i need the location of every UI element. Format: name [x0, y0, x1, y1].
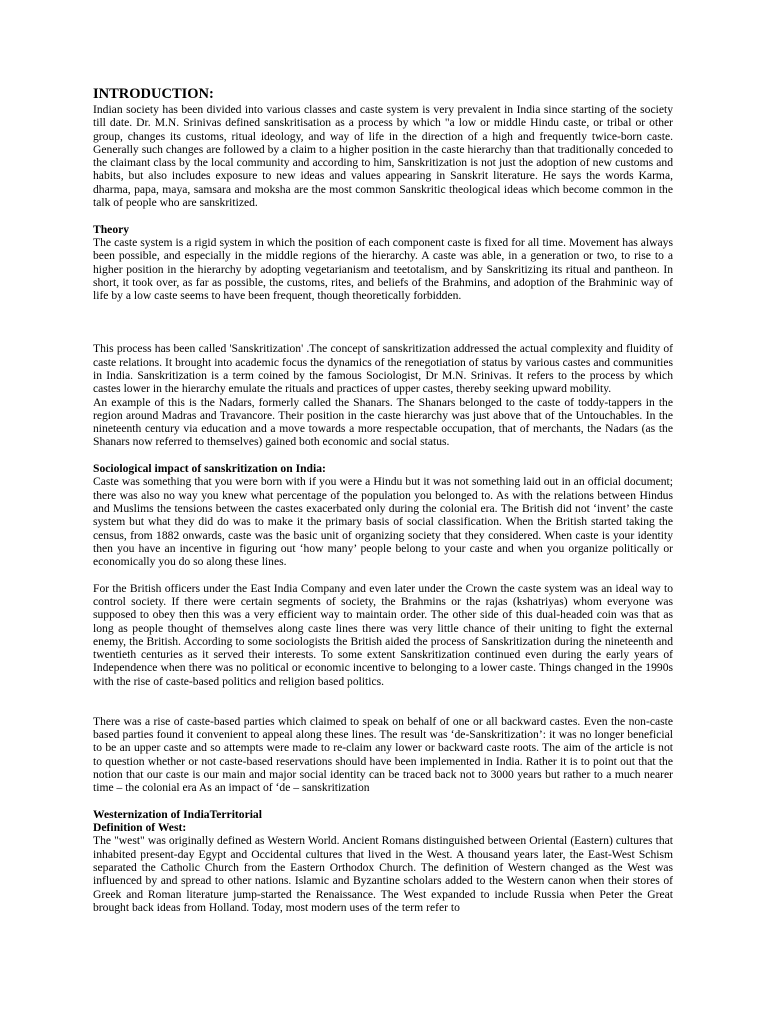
nadars-example-paragraph: An example of this is the Nadars, formerly called the Shanars. The Shanars belonged to the caste of toddy-tappers in the region around Madras and Travancore. Their position in the caste hierarchy was just above that of the Untouchables. In the nineteenth century via education and a move towards a more respectable occupation, that of merchants, the Nadars (as the Shanars now referred to themselves) gained both economic and social status. — [93, 395, 673, 449]
impact-paragraph-3: There was a rise of caste-based parties which claimed to speak on behalf of one or all backward castes. Even the non-caste based parties found it convenient to appeal along these lines. The result was ‘de-Sanskritization’: it was no longer beneficial to be an upper caste and so attempts were made to re-claim any lower or backward caste roots. The aim of the article is not to question whether or not caste-based reservations should have been implemented in India. Rather it is to point out that the notion that our caste is our main and major social identity can be traced back not to 3000 years but rather to a much nearer time – the colonial era As an impact of ‘de – sanskritization — [93, 714, 673, 795]
theory-paragraph: The caste system is a rigid system in which the position of each component caste is fixed for all time. Movement has always been possible, and especially in the middle regions of the hierarchy. A caste was able, in a generation or two, to rise to a higher position in the hierarchy by adopting vegetarianism and teetotalism, and by Sanskritizing its ritual and pantheon. In short, it took over, as far as possible, the customs, rites, and beliefs of the Brahmins, and adoption of the Brahminic way of life by a low caste seems to have been frequent, though theoretically forbidden. — [93, 235, 673, 303]
theory-heading: Theory — [93, 222, 130, 236]
definition-of-west-heading: Definition of West: — [93, 821, 187, 835]
sociological-impact-heading: Sociological impact of sanskritization on India: — [93, 462, 326, 476]
impact-paragraph-2: For the British officers under the East India Company and even later under the Crown the caste system was an ideal way to control society. If there were certain segments of society, the Brahmins or the rajas (kshatriyas) whom everyone was supposed to obey then this was a very efficient way to maintain order. The other side of this dual-headed coin was that as long as people thought of themselves along caste lines there was very little chance of their uniting to fight the external enemy, the British. According to some sociologists the British aided the process of Sanskritization during the nineteenth and twentieth centuries as it served their interests. To some extent Sanskritization continued even during the early years of Independence when there was no political or economic incentive to belonging to a lower caste. Things changed in the 1990s with the rise of caste-based politics and religion based politics. — [93, 581, 673, 688]
spacer — [93, 449, 673, 462]
spacer — [93, 794, 673, 807]
introduction-heading: INTRODUCTION: — [93, 86, 214, 102]
spacer — [93, 688, 673, 715]
spacer — [93, 302, 673, 329]
spacer — [93, 329, 673, 342]
sanskritization-process-paragraph: This process has been called 'Sanskritization' .The concept of sanskritization addressed the actual complexity and fluidity of caste relations. It brought into academic focus the dynamics of the renegotiation of status by various castes and communities in India. Sanskritization is a term coined by the famous Sociologist, Dr M.N. Srinivas. It refers to the process by which castes lower in the hierarchy emulate the rituals and practices of upper castes, thereby seeking upward mobility. — [93, 342, 673, 396]
spacer — [93, 209, 673, 222]
impact-paragraph-1: Caste was something that you were born with if you were a Hindu but it was not something laid out in an official document; there was also no way you knew what percentage of the population you belonged to. As with the relations between Hindus and Muslims the tensions between the castes exacerbated only during the colonial era. The British did not ‘invent’ the caste system but what they did do was to make it the primary basis of social classification. When the British started taking the census, from 1882 onwards, caste was the basic unit of organizing society that they considered. When caste is your identity then you have an incentive in figuring out ‘how many’ people belong to your caste and when you organize politically or economically you do so along these lines. — [93, 475, 673, 569]
introduction-paragraph: Indian society has been divided into various classes and caste system is very prevalent in India since starting of the society till date. Dr. M.N. Srinivas defined sanskritisation as a process by which "a low or middle Hindu caste, or tribal or other group, changes its customs, ritual ideology, and way of life in the direction of a high and frequently twice-born caste. Generally such changes are followed by a claim to a higher position in the caste hierarchy than that traditionally conceded to the claimant class by the local community and according to him, Sanskritization is not just the adoption of new customs and habits, but also includes exposure to new ideas and values appearing in Sanskrit literature. He says the words Karma, dharma, papa, maya, samsara and moksha are the most common Sanskritic theological ideas which become common in the talk of people who are sanskritized. — [93, 103, 673, 210]
west-definition-paragraph: The "west" was originally defined as Western World. Ancient Romans distinguished between Oriental (Eastern) cultures that inhabited present-day Egypt and Occidental cultures that lived in the West. A thousand years later, the East-West Schism separated the Catholic Church from the Eastern Orthodox Church. The definition of Western changed as the West was influenced by and spread to other nations. Islamic and Byzantine scholars added to the Western canon when their stores of Greek and Roman literature jump-started the Renaissance. The West expanded to include Russia when Peter the Great brought back ideas from Holland. Today, most modern uses of the term refer to — [93, 834, 673, 914]
document-page — [93, 86, 673, 914]
westernization-heading: Westernization of IndiaTerritorial — [93, 807, 262, 821]
spacer — [93, 568, 673, 581]
